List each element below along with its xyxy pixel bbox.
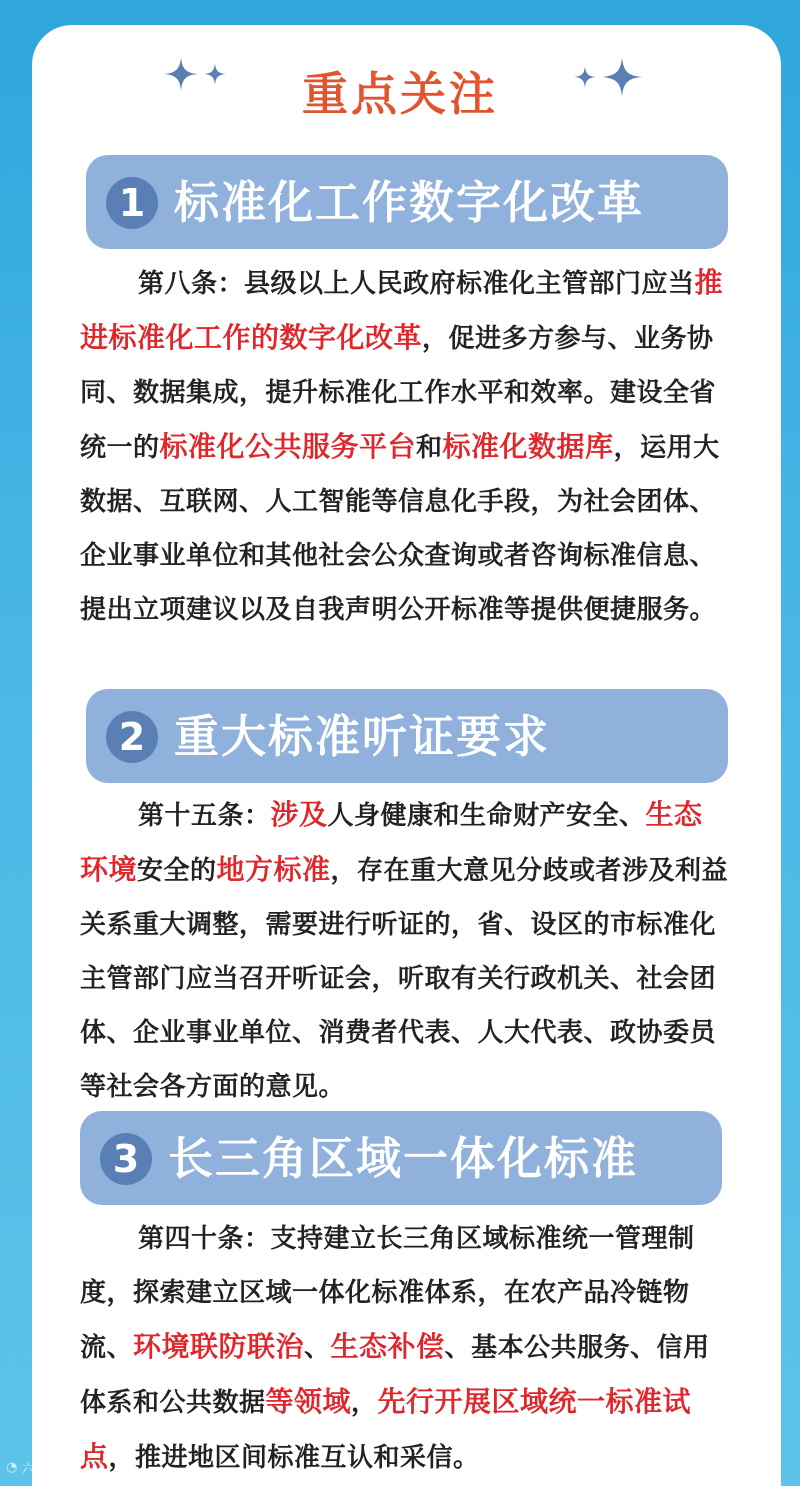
section-number-badge: 2 — [106, 711, 158, 763]
highlighted-text: 等领域 — [265, 1385, 352, 1418]
body-text: 、基本公共服务、信用体系和公共数据 — [80, 1333, 710, 1418]
section-heading: 标准化工作数字化改革 — [174, 176, 645, 229]
highlighted-text: 生态补偿 — [330, 1330, 445, 1363]
section-body-3 — [80, 1212, 730, 1485]
highlighted-text: 标准化公共服务平台 — [159, 430, 417, 463]
sparkle-decoration-right — [574, 57, 642, 97]
section-header-3 — [80, 1111, 722, 1205]
body-text: 和 — [416, 433, 443, 463]
body-text: ，促进多方参与、业务协同、数据集成，提升标准化工作水平和效率。建设全省统一的 — [80, 324, 717, 463]
section-number-badge: 3 — [100, 1133, 152, 1185]
section-number-badge: 1 — [106, 177, 158, 229]
watermark-logo-icon: ◔ — [6, 1460, 18, 1475]
body-text: 第十五条： — [138, 801, 271, 831]
highlighted-text: 推进标准化工作的数字化改革 — [80, 266, 724, 354]
section-heading: 长三角区域一体化标准 — [168, 1132, 639, 1185]
highlighted-text: 环境联防联治 — [133, 1330, 305, 1363]
section-body-2 — [80, 788, 730, 1114]
sparkle-small-icon — [574, 66, 596, 88]
body-text: 第八条：县级以上人民政府标准化主管部门应当 — [138, 269, 695, 299]
section-body-1 — [80, 256, 730, 637]
highlighted-text: 涉及 — [270, 798, 328, 831]
page-title: 重点关注 — [302, 67, 498, 121]
body-text: ，运用大数据、互联网、人工智能等信息化手段，为社会团体、企业事业单位和其他社会公众查询或者咨询标准信息、提出立项建议以及自我声明公开标准等提供便捷服务。 — [80, 433, 720, 625]
highlighted-text: 先行开展区域统一标准试点 — [80, 1385, 692, 1473]
body-text: 第四十条：支持建立长三角区域标准统一管理制度，探索建立区域一体化标准体系，在农产品冷链物流、 — [80, 1224, 695, 1363]
watermark — [6, 1458, 77, 1477]
section-header-1 — [86, 155, 728, 249]
highlighted-text: 生态环境 — [80, 798, 703, 886]
body-text: 、 — [304, 1333, 331, 1363]
section-header-2 — [86, 689, 728, 783]
body-text: ，推进地区间标准互认和采信。 — [108, 1443, 480, 1473]
sparkle-large-icon — [602, 57, 642, 97]
body-text: ， — [351, 1388, 378, 1418]
highlighted-text: 地方标准 — [216, 853, 331, 886]
body-text: 安全的 — [137, 856, 217, 886]
watermark-text: 六图·投稿 — [21, 1462, 78, 1477]
body-text: ，存在重大意见分歧或者涉及利益关系重大调整，需要进行听证的，省、设区的市标准化主管部门应当召开听证会，听取有关行政机关、社会团体、企业事业单位、消费者代表、人大代表、政协委员等社会各方面的意见。 — [80, 856, 729, 1102]
highlighted-text: 标准化数据库 — [442, 430, 614, 463]
body-text: 人身健康和生命财产安全、 — [327, 801, 646, 831]
section-heading: 重大标准听证要求 — [174, 710, 551, 763]
